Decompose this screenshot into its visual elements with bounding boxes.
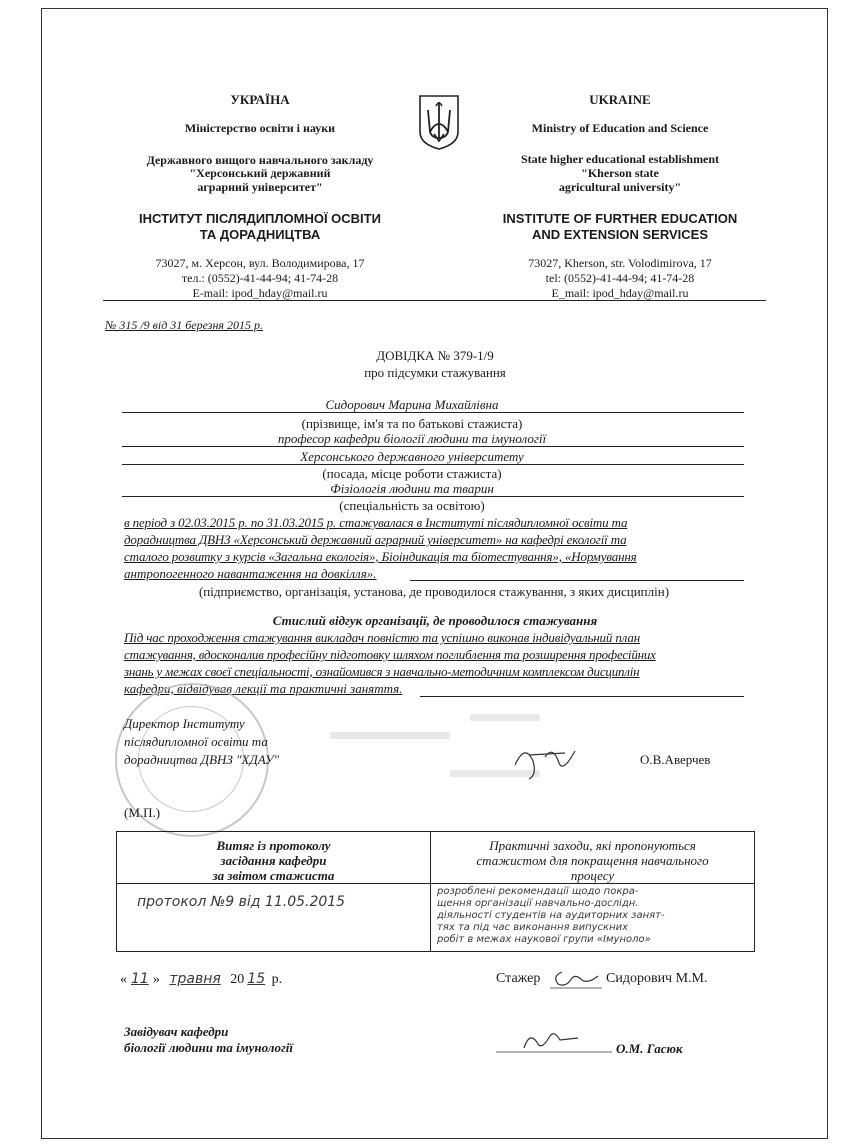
feedback-underline — [420, 696, 744, 697]
period-line-3: сталого розвитку з курсів «Загальна екологія», Біоіндикація та біотестування», «Нормування — [124, 549, 637, 564]
date-line — [120, 971, 320, 988]
header-right-inst2: "Kherson state — [581, 166, 659, 180]
table-header-right — [431, 832, 755, 884]
director-line-1: Директор Інституту — [124, 716, 245, 731]
header-left-institute1: ІНСТИТУТ ПІСЛЯДИПЛОМНОЇ ОСВІТИ — [139, 211, 381, 226]
measures-line-2: щення організації навчально-дослідн. — [437, 898, 639, 909]
header-left-address: 73027, м. Херсон, вул. Володимирова, 17 — [155, 256, 365, 270]
header-right-country: UKRAINE — [589, 92, 651, 107]
header-right-institute1: INSTITUTE OF FURTHER EDUCATION — [502, 211, 738, 226]
trainee-label: Стажер — [496, 971, 541, 986]
table-header-left-1: Витяг із протоколу — [216, 838, 331, 853]
period-underline — [410, 580, 744, 581]
head-name: О.М. Гасюк — [616, 1041, 683, 1056]
table-header-right-1: Практичні заходи, які пропонуються — [489, 838, 696, 853]
date-year-end: р. — [271, 972, 283, 987]
protocol-handwritten: протокол №9 від 11.05.2015 — [137, 894, 346, 910]
feedback-line-1: Під час проходження стажування викладач повністю та успішно виконав індивідуальний план — [124, 630, 641, 645]
trainee-signature-icon — [548, 962, 604, 992]
director-signature-icon — [505, 735, 585, 785]
seal-place-mark: (М.П.) — [124, 805, 161, 820]
document-title: ДОВІДКА № 379-1/9 — [376, 348, 494, 363]
date-day: 11 — [131, 971, 149, 987]
director-name: О.В.Аверчев — [640, 752, 711, 767]
head-line-1: Завідувач кафедри — [124, 1024, 229, 1039]
measures-line-1: розроблені рекомендації щодо покра- — [437, 886, 639, 897]
header-left-ministry: Міністерство освіти і науки — [184, 121, 336, 135]
header-left-email: E-mail: ipod_hday@mail.ru — [192, 286, 328, 300]
period-line-2: дорадництва ДВНЗ «Херсонський державний аграрний університет» на кафедрі екології та — [124, 532, 627, 547]
header-left-inst3: аграрний університет" — [197, 180, 323, 194]
header-left-inst1: Державного вищого навчального закладу — [146, 153, 374, 167]
speciality-value: Фізіологія людини та тварин — [330, 481, 494, 496]
header-right-inst1: State higher educational establishment — [520, 152, 720, 166]
protocol-table — [116, 831, 755, 952]
table-header-left-3: за звітом стажиста — [212, 868, 335, 883]
header-left-country: УКРАЇНА — [230, 92, 290, 107]
feedback-title: Стислий відгук організації, де проводилося стажування — [272, 613, 598, 628]
position-value-2: Херсонського державного університету — [300, 449, 524, 464]
header-left-institute2: ТА ДОРАДНИЦТВА — [199, 227, 321, 242]
director-line-2: післядипломної освіти та — [124, 734, 268, 749]
speciality-caption: (спеціальність за освітою) — [339, 498, 485, 513]
feedback-line-4: кафедри, відвідував лекції та практичні заняття. — [124, 681, 403, 696]
header-divider — [103, 300, 766, 301]
trainee-name: Сидорович М.М. — [606, 971, 708, 986]
table-header-left-2: засідання кафедри — [220, 853, 327, 868]
period-line-4: антропогенного навантаження на довкілля». — [124, 566, 377, 581]
trainee-full-name: Сидорович Марина Михайлівна — [325, 397, 499, 412]
position-value-1: професор кафедри біології людини та імунології — [277, 431, 547, 446]
header-right-institute2: AND EXTENSION SERVICES — [531, 227, 709, 242]
period-line-1: в період з 02.03.2015 р. по 31.03.2015 р. стажувалася в Інституті післядипломної освіти та — [124, 515, 628, 530]
header-right-inst3: agricultural university" — [558, 180, 682, 194]
date-quote-close: » — [152, 972, 160, 987]
position-caption: (посада, місце роботи стажиста) — [322, 466, 502, 481]
date-year-suffix: 15 — [247, 971, 266, 987]
bleed-mark — [470, 714, 540, 721]
header-right-phone: tel: (0552)-41-44-94; 41-74-28 — [545, 271, 695, 285]
header-right-ministry: Ministry of Education and Science — [531, 121, 709, 135]
date-quote-open: « — [120, 972, 127, 987]
header-left-phone: тел.: (0552)-41-44-94; 41-74-28 — [181, 271, 339, 285]
table-measures-cell — [431, 884, 755, 952]
coat-of-arms-icon — [418, 94, 460, 150]
document-reference: № 315 /9 від 31 березня 2015 р. — [105, 318, 264, 332]
director-line-3: дорадництва ДВНЗ "ХДАУ" — [124, 752, 280, 767]
feedback-line-2: стажування, вдосконалив професійну підготовку шляхом поглиблення та розширення професійних — [124, 647, 656, 662]
table-header-right-3: процесу — [570, 868, 615, 883]
table-header-left — [117, 832, 431, 884]
table-protocol-cell — [117, 884, 431, 952]
measures-line-5: робіт в межах наукової групи «Імуноло» — [437, 934, 651, 945]
head-line-2: біології людини та імунології — [124, 1040, 293, 1055]
measures-line-3: діяльності студентів на аудиторних занят- — [437, 910, 665, 921]
feedback-line-3: знань у межах своєї спеціальності, ознайомився з навчально-методичним комплексом дисциплін — [124, 664, 640, 679]
name-caption: (прізвище, ім'я та по батькові стажиста) — [301, 416, 523, 431]
head-signature-icon — [494, 1026, 614, 1056]
date-year-prefix: 20 — [230, 972, 245, 987]
document-subtitle: про підсумки стажування — [364, 365, 506, 380]
header-left-inst2: "Херсонський державний — [189, 166, 331, 180]
header-right-email: E_mail: ipod_hday@mail.ru — [551, 286, 689, 300]
period-caption: (підприємство, організація, установа, де проводилося стажування, з яких дисциплін) — [198, 584, 670, 599]
date-month: травня — [169, 971, 221, 987]
table-header-right-2: стажистом для покращення навчального — [476, 853, 709, 868]
measures-line-4: тях та під час виконання випускних — [437, 922, 629, 933]
header-right-address: 73027, Kherson, str. Volodimirova, 17 — [528, 256, 712, 270]
